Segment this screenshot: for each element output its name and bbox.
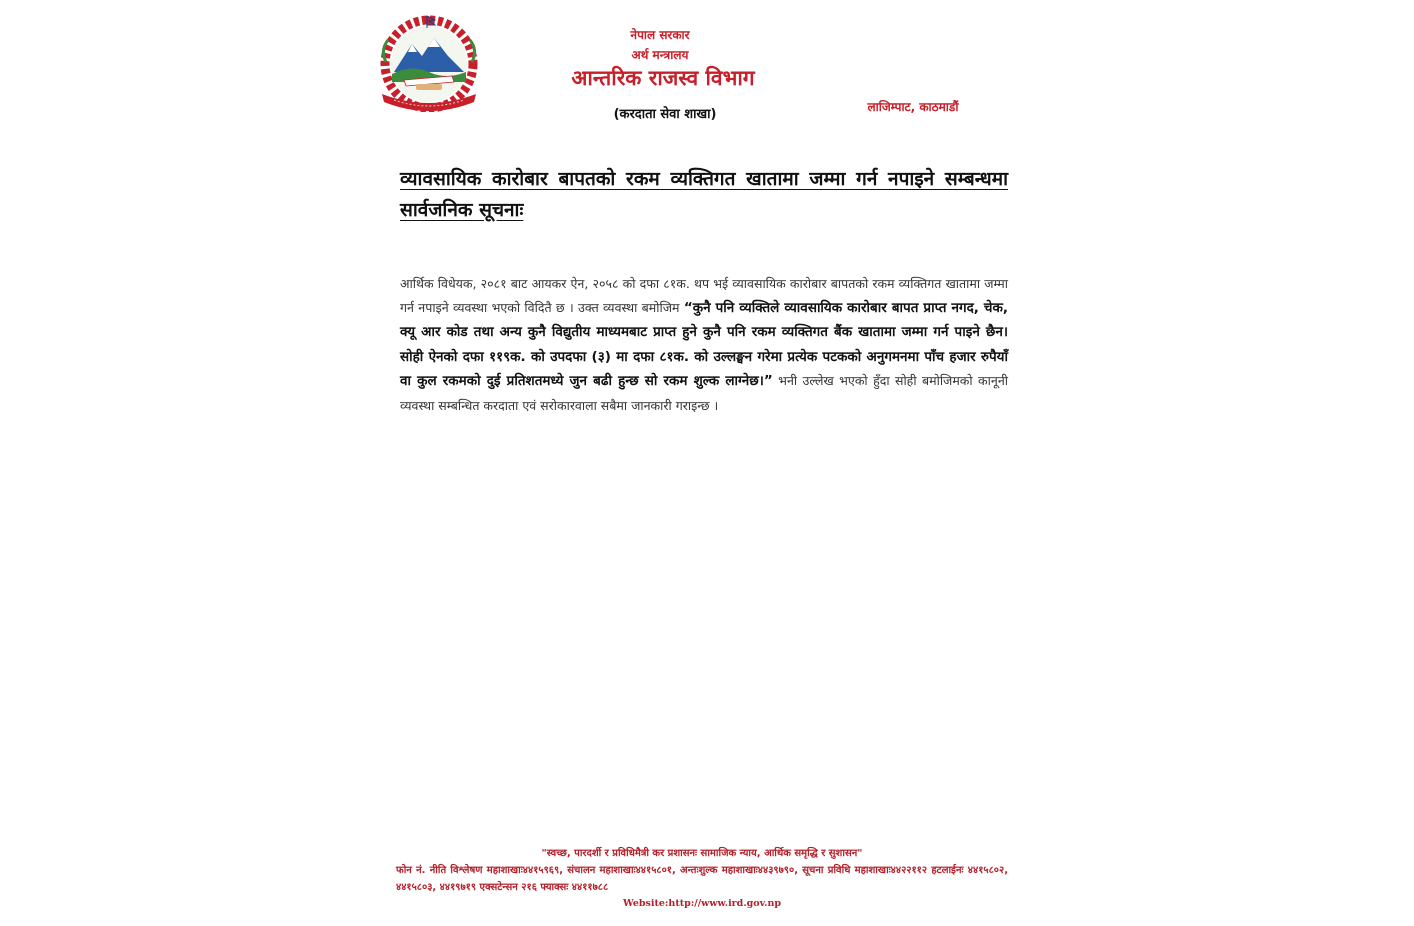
department-name: आन्तरिक राजस्व विभाग — [571, 66, 755, 90]
notice-title — [400, 164, 1008, 226]
office-location: लाजिम्पाट, काठमाडौं — [867, 100, 959, 114]
notice-quote: “कुनै पनि व्यक्तिले व्यावसायिक कारोबार बापत प्राप्त नगद, चेक, क्यू आर कोड तथा अन्य कुनै विद्युतीय माध्यमबाट प्राप्त हुने कुनै पनि रकम व्यक्तिगत बैंक खातामा जम्मा गर्न पाइने छैन। सोही ऐनको दफा ११९क. को उपदफा (३) मा दफा ८१क. को उल्लङ्घन गरेमा प्रत्येक पटकको अनुगमनमा पाँच हजार रुपैयाँ वा कुल रकमको दुई प्रतिशतमध्ये जुन बढी हुन्छ सो रकम शुल्क लाग्नेछ।” — [400, 299, 1008, 390]
notice-title-text: व्यावसायिक कारोबार बापतको रकम व्यक्तिगत खातामा जम्मा गर्न नपाइने सम्बन्धमा सार्वजनिक सूचनाः — [400, 168, 1008, 221]
footer-motto: "स्वच्छ, पारदर्शी र प्रविधिमैत्री कर प्रशासनः सामाजिक न्याय, आर्थिक समृद्धि र सुशासन" — [541, 848, 863, 859]
section-name: (करदाता सेवा शाखा) — [613, 107, 717, 122]
nepal-coat-of-arms-icon — [372, 12, 486, 112]
notice-intro: आर्थिक विधेयक, २०८१ बाट आयकर ऐन, २०५८ को दफा ८१क. थप भई व्यावसायिक कारोबार बापतको रकम व्यक्तिगत खातामा जम्मा गर्न नपाइने व्यवस्था भएको विदितै छ । उक्त व्यवस्था बमोजिम — [400, 276, 1008, 315]
government-name: नेपाल सरकार — [630, 28, 690, 42]
ministry-name: अर्थ मन्त्रालय — [631, 48, 689, 62]
notice-body — [400, 272, 1008, 418]
letterhead-footer — [396, 846, 1008, 912]
footer-contact: फोन नं. नीति विश्लेषण महाशाखाः४४१५९६९, संचालन महाशाखाः४४१५८०१, अन्तःशुल्क महाशाखाः४४३९७९०, सूचना प्रविधि महाशाखाः४४२२११२ हटलाईनः ४४१५८०२, ४४१५८०३, ४४१९७१९ एक्सटेन्सन २१६ फ्याक्सः ४४११७८८ — [396, 865, 1008, 893]
notice-outro: भनी उल्लेख भएको हुँदा सोही बमोजिमको कानूनी व्यवस्था सम्बन्धित करदाता एवं सरोकारवाला सबैमा जानकारी गराइन्छ । — [400, 373, 1008, 413]
footer-website[interactable]: Website:http://www.ird.gov.np — [622, 898, 782, 909]
